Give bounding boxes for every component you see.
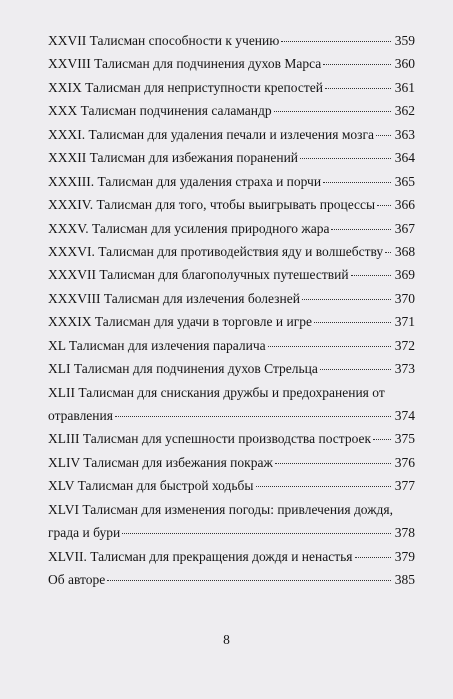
dot-leader [325,88,391,89]
toc-entry-title-line2: отравления [48,408,113,423]
toc-entry-page: 361 [394,79,415,95]
toc-entry [48,334,415,357]
dot-leader [351,275,391,276]
toc-entry [48,381,415,428]
dot-leader [385,252,391,253]
toc-entry-page: 366 [394,197,415,213]
toc-entry-title: XLIV Талисман для избежания покраж [48,454,273,470]
toc-entry-page: 372 [394,337,415,353]
toc-entry-page: 367 [394,220,415,236]
toc-entry-title-line1: XLVI Талисман для изменения погоды: привлечения дождя, [48,501,394,517]
dot-leader [323,64,391,65]
dot-leader [268,346,391,347]
dot-leader [275,463,391,464]
dot-leader [300,158,391,159]
toc-entry-title: XLV Талисман для быстрой ходьбы [48,478,254,494]
dot-leader [377,205,391,206]
toc-entry-title: XXXIX Талисман для удачи в торговле и игре [48,314,313,330]
toc-entry [48,545,415,568]
toc-entry [48,29,415,52]
toc-entry-page: 363 [394,126,415,142]
dot-leader [314,322,391,323]
toc-entry [48,146,415,169]
toc-entry [48,52,415,75]
toc-entry-page: 377 [394,478,415,494]
dot-leader [115,416,391,417]
toc-entry [48,123,415,146]
toc-entry [48,498,415,545]
toc-entry [48,310,415,333]
dot-leader [281,41,391,42]
toc-entry [48,427,415,450]
page-number: 8 [223,632,230,647]
toc-entry-page: 379 [394,548,415,564]
toc-entry [48,357,415,380]
toc-entry-title: XXXVI. Талисман для противодействия яду и волшебству [48,243,384,259]
toc-entry-title-line2: града и бури [48,525,121,541]
toc-entry-page: 370 [394,290,415,306]
dot-leader [107,580,391,581]
toc-entry [48,193,415,216]
table-of-contents [48,29,415,592]
toc-entry-title: XXXIII. Талисман для удаления страха и порчи [48,173,322,189]
toc-entry-page: 360 [394,56,415,72]
dot-leader [320,369,391,370]
toc-entry-title: XLI Талисман для подчинения духов Стрельца [48,361,318,377]
dot-leader [256,486,392,487]
toc-entry-title: Об авторе [48,572,106,588]
toc-entry [48,76,415,99]
toc-entry-title: XXVII Талисман способности к учению [48,33,280,48]
dot-leader [122,533,391,534]
toc-entry-page: 373 [394,361,415,377]
toc-entry-title: XXVIII Талисман для подчинения духов Марса [48,56,322,72]
toc-entry-page: 369 [394,267,415,283]
toc-entry-title: XXXVIII Талисман для излечения болезней [48,290,300,306]
toc-entry-page: 368 [394,243,416,259]
dot-leader [331,229,391,230]
toc-entry [48,451,415,474]
toc-entry-title: XXXV. Талисман для усиления природного жара [48,220,330,236]
dot-leader [274,111,391,112]
toc-entry-page: 376 [394,454,415,470]
toc-entry-page: 378 [394,525,415,541]
toc-entry-page: 385 [394,572,415,588]
dot-leader [302,299,391,300]
toc-entry-page: 362 [394,103,415,119]
toc-entry-title: XXIX Талисман для неприступности крепостей [48,79,323,95]
toc-entry-title: XLVII. Талисман для прекращения дождя и ненастья [48,548,353,564]
toc-entry [48,287,415,310]
dot-leader [355,557,392,558]
dot-leader [376,135,391,136]
toc-entry-title: XXXII Талисман для избежания поранений [48,150,299,166]
toc-entry [48,474,415,497]
toc-entry-title: XXX Талисман подчинения саламандр [48,103,272,119]
toc-entry-title: XLIII Талисман для успешности производства построек [48,431,372,447]
toc-entry [48,99,415,122]
toc-entry [48,568,415,591]
toc-entry-page: 364 [394,150,415,166]
toc-entry-page: 371 [394,314,415,330]
toc-entry-title: XXXIV. Талисман для того, чтобы выигрывать процессы [48,197,376,213]
toc-entry-title: XXXVII Талисман для благополучных путешествий [48,267,349,283]
toc-entry-title-line1: XLII Талисман для снискания дружбы и предохранения от [48,384,385,400]
toc-entry [48,263,415,286]
dot-leader [323,182,391,183]
toc-entry-page: 365 [394,173,415,189]
toc-entry-page: 359 [394,33,415,48]
toc-entry-title: XL Талисман для излечения паралича [48,337,266,353]
dot-leader [373,439,391,440]
toc-entry [48,217,415,240]
toc-entry-title: XXXI. Талисман для удаления печали и излечения мозга [48,126,374,142]
toc-entry-page: 374 [394,408,415,423]
toc-entry [48,240,415,263]
toc-entry-page: 375 [394,431,415,447]
toc-entry [48,170,415,193]
